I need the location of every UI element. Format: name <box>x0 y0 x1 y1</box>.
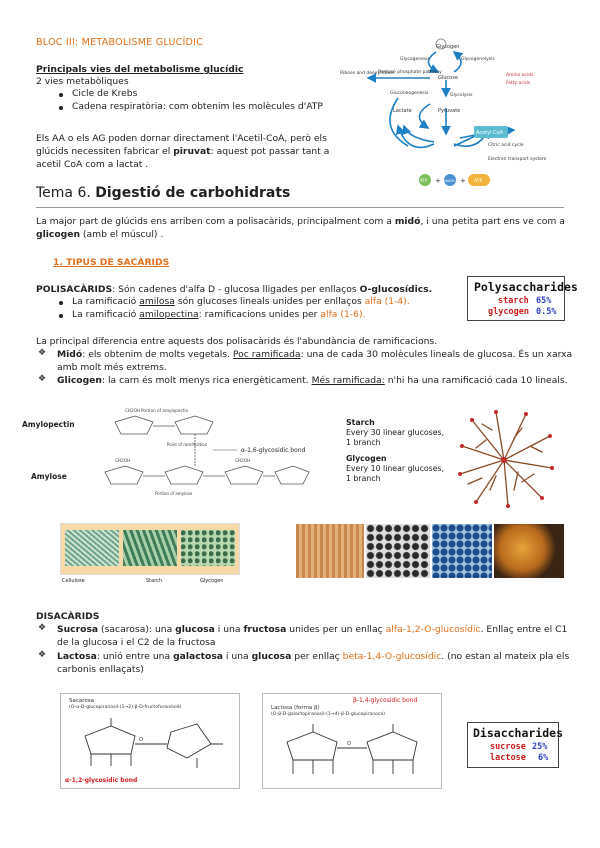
caption-glycogen: Glycogen <box>200 578 224 584</box>
photo-4 <box>494 524 564 578</box>
svg-text:ATP: ATP <box>474 179 483 184</box>
branch-bond-label: α-1,6-glycosidic bond <box>241 447 306 454</box>
photo-1 <box>296 524 364 578</box>
lactose-structure: β-1,4-glycosidic bond Lactosa (forma β) (O-β-D-galactopiranosil-(1→4)-β-D-glucopiranosa) O <box>262 693 442 789</box>
sucrose-structure: Sacarosa (O-α-D-glucopiranosil-(1→2)-β-D-fructofuranòsid) O α-1,2-glycosidic bond <box>60 693 240 789</box>
svg-text:O: O <box>139 737 143 743</box>
label-amylopectin: Amylopectin <box>22 420 75 429</box>
bullet-dot <box>59 106 63 110</box>
svg-text:O: O <box>347 741 351 747</box>
intro-para-line-1: Els AA o els AG poden dornar directament l'Acetil-CoA, però els <box>36 133 327 144</box>
bullet-dot <box>59 314 63 318</box>
metabolic-pathway-diagram <box>338 38 568 190</box>
caption-cellulose: Cellulose <box>62 578 85 584</box>
svg-text:Pyruvate: Pyruvate <box>438 108 461 114</box>
topic-para-line-2: glicogen (amb el múscul) . <box>36 229 164 240</box>
intro-heading: Principals vies del metabolisme glucídic <box>36 64 244 75</box>
svg-text:ATP: ATP <box>420 178 428 183</box>
svg-text:Fatty acids: Fatty acids <box>506 81 531 86</box>
poly-box-title: Polysaccharides <box>474 280 578 294</box>
diamond-bullet-icon: ❖ <box>38 650 47 660</box>
cellulose-micrograph <box>65 530 119 566</box>
disaccharides-box: Disaccharides sucrose 25% lactose 6% <box>467 722 559 768</box>
diamond-bullet-icon: ❖ <box>38 348 47 358</box>
svg-text:Amino acids: Amino acids <box>506 73 534 78</box>
svg-text:Acetyl CoA: Acetyl CoA <box>476 130 504 136</box>
svg-text:+: + <box>460 177 466 185</box>
svg-text:Lactate: Lactate <box>393 108 412 114</box>
photo-3 <box>432 524 492 578</box>
caption-starch: Starch <box>146 578 163 584</box>
polisacarids-line: POLISACÀRIDS: Són cadenes d'alfa D - glucosa lligades per enllaços O-glucosídics. <box>36 284 433 295</box>
starch-micrograph <box>123 530 177 566</box>
topic-title: Tema 6. Digestió de carbohidrats <box>36 185 291 201</box>
diamond-bullet-icon: ❖ <box>38 374 47 384</box>
amilopectina-bullet: La ramificació amilopectina: ramificacions unides per alfa (1-6). <box>72 309 366 320</box>
svg-text:Portion of amylose: Portion of amylose <box>155 491 193 496</box>
svg-text:Glucose: Glucose <box>438 75 458 81</box>
mido-line-2: amb molt més extrems. <box>57 362 167 373</box>
svg-text:Citric acid cycle: Citric acid cycle <box>488 143 524 148</box>
glycogen-branching-illustration <box>452 408 558 510</box>
svg-text:Point of ramification: Point of ramification <box>167 442 208 447</box>
mido-line-1: Midó: els obtenim de molts vegetals. Poc ramificada: una de cada 30 molècules lineals de glucosa. És un xarxa <box>57 349 573 360</box>
polysaccharides-box: Polysaccharides starch 65% glycogen 0.5% <box>467 276 565 321</box>
lactose-line-1: Lactosa: unió entre una galactosa i una glucosa per enllaç beta-1,4-O-glucosídic. (no estan al mateix pla els <box>57 651 570 662</box>
svg-text:+: + <box>435 177 441 185</box>
svg-text:Portion of amylopectin: Portion of amylopectin <box>141 408 189 413</box>
disaccharides-heading: DISACÀRIDS <box>36 611 100 622</box>
label-amylose: Amylose <box>31 472 67 481</box>
svg-text:CH2OH: CH2OH <box>125 408 141 413</box>
micrograph-strip <box>60 523 240 575</box>
difference-line: La principal diferencia entre aquests dos polisacàrids és l'abundància de ramificacions. <box>36 336 438 347</box>
amilosa-bullet: La ramificació amilosa són glucoses lineals unides per enllaços alfa (1-4). <box>72 296 410 307</box>
branching-text: Starch Every 30 linear glucoses, 1 branch Glycogen Every 10 linear glucoses, 1 branch <box>346 418 445 484</box>
svg-text:Pentose phosphate pathway: Pentose phosphate pathway <box>378 70 442 75</box>
diamond-bullet-icon: ❖ <box>38 623 47 633</box>
sucrose-line-1: Sucrosa (sacarosa): una glucosa i una fructosa unides per un enllaç alfa-1,2-O-glucosídic. Enllaç entre el C1 <box>57 624 568 635</box>
svg-text:CH2OH: CH2OH <box>115 458 131 463</box>
intro-para-line-3: acetil CoA com a lactat . <box>36 159 149 170</box>
bullet-dot <box>59 93 63 97</box>
svg-text:Glycogenolysis: Glycogenolysis <box>461 57 495 62</box>
svg-text:CH2OH: CH2OH <box>235 458 251 463</box>
lactose-bond-label: β-1,4-glycosidic bond <box>353 697 418 704</box>
svg-text:Glycolysis: Glycolysis <box>450 93 473 98</box>
amylose-amylopectin-structure <box>95 402 310 500</box>
bullet-dot <box>59 301 63 305</box>
sucrose-line-2: de la glucosa i el C2 de la fructosa <box>57 637 216 648</box>
section1-heading: 1. TIPUS DE SACÀRIDS <box>53 257 170 268</box>
di-box-title: Disaccharides <box>473 726 564 740</box>
lactose-line-2: carbonis enllaçats) <box>57 664 144 675</box>
photo-2 <box>366 524 430 578</box>
svg-text:Electron transport system: Electron transport system <box>488 157 547 162</box>
topic-para-line-1: La major part de glúcids ens arriben com a polisacàrids, principalment com a midó, i una petita part ens ve com a <box>36 216 565 227</box>
intro-bullet-2: Cadena respiratòria: com obtenim les molècules d'ATP <box>72 101 323 112</box>
section-title: BLOC III: METABOLISME GLUCÍDIC <box>36 37 204 48</box>
intro-bullet-1: Cicle de Krebs <box>72 88 138 99</box>
label-glycogen: Glycogen <box>436 44 460 50</box>
svg-text:Glycogenesis: Glycogenesis <box>400 57 430 62</box>
sucrose-bond-label: α-1,2-glycosidic bond <box>65 777 138 784</box>
svg-text:Gluconeogenesis: Gluconeogenesis <box>390 91 429 96</box>
intro-para-line-2: glúcids necessiten fabricar el piruvat: aquest pot passar tant a <box>36 146 330 157</box>
svg-text:NADH: NADH <box>444 179 455 183</box>
divider <box>36 207 564 208</box>
glycogen-micrograph <box>181 530 235 566</box>
glicogen-line: Glicogen: la carn és molt menys rica energèticament. Més ramificada: n'hi ha una ramificació cada 10 lineals. <box>57 375 568 386</box>
intro-subheading: 2 vies metabòliques <box>36 76 129 87</box>
svg-text:Ribose and deoxyribose: Ribose and deoxyribose <box>340 71 394 76</box>
